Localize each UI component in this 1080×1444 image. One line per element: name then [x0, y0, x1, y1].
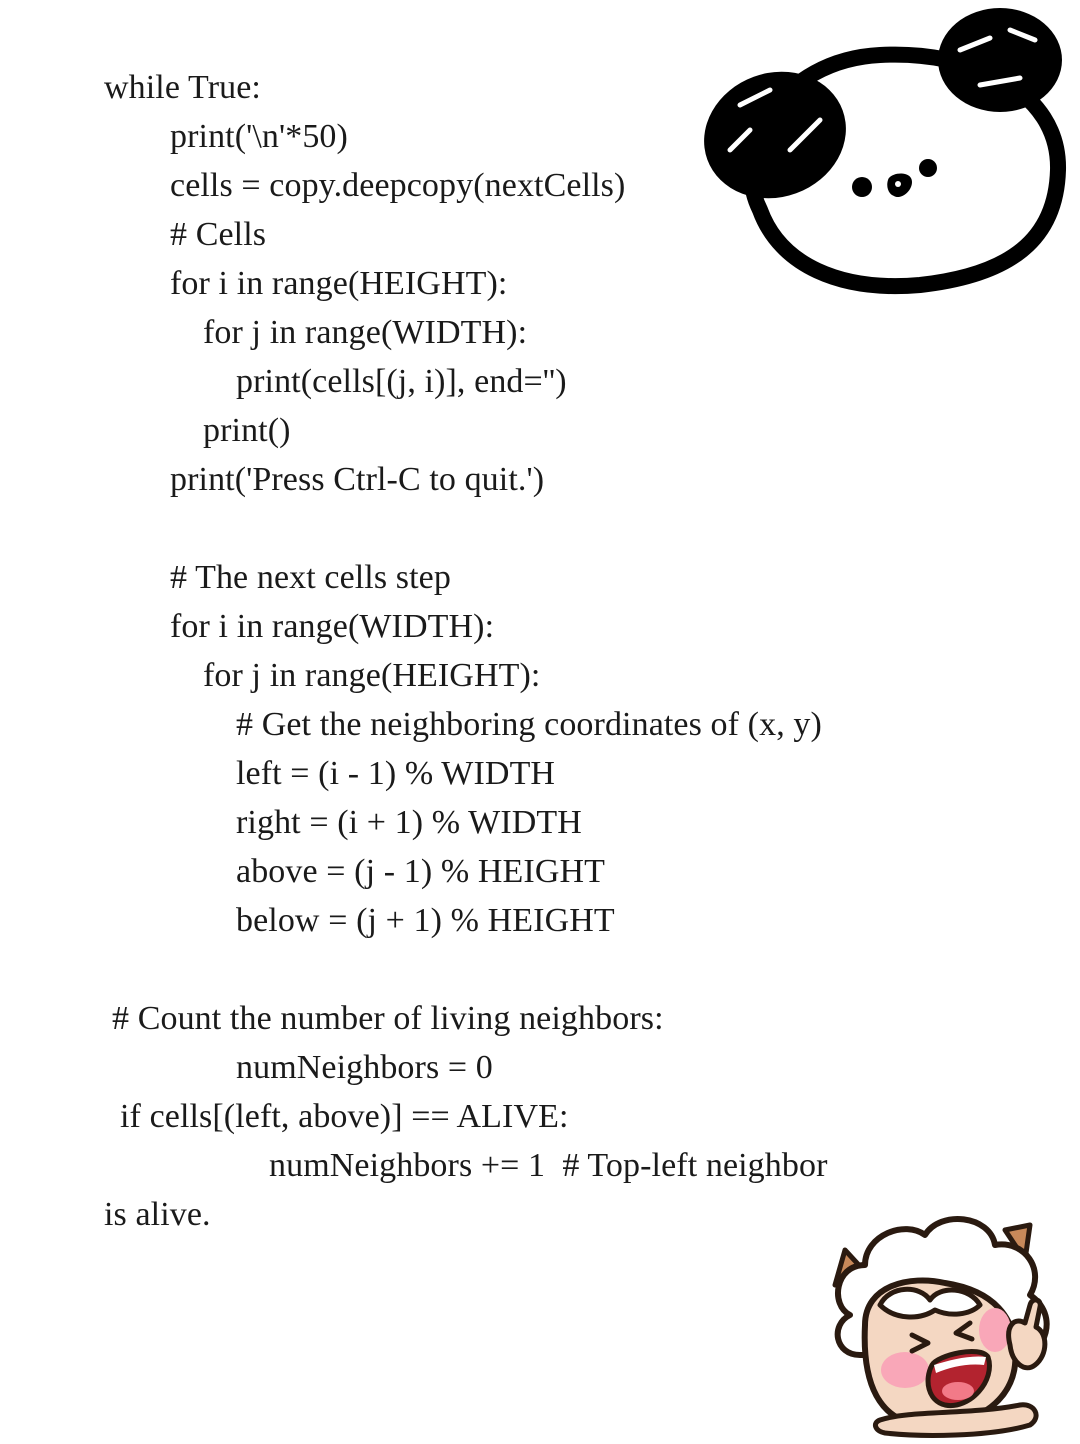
code-line: numNeighbors += 1 # Top-left neighbor — [269, 1147, 828, 1184]
code-line: # Cells — [170, 216, 267, 253]
code-line: print() — [203, 412, 291, 449]
code-line: print(cells[(j, i)], end='') — [236, 363, 567, 400]
code-line: while True: — [104, 69, 261, 106]
code-line: if cells[(left, above)] == ALIVE: — [120, 1098, 569, 1135]
code-line: for i in range(WIDTH): — [170, 608, 495, 645]
code-line: # The next cells step — [170, 559, 451, 596]
code-line: cells = copy.deepcopy(nextCells) — [170, 167, 626, 204]
code-line: for j in range(WIDTH): — [203, 314, 528, 351]
code-line: numNeighbors = 0 — [236, 1049, 493, 1086]
code-line: right = (i + 1) % WIDTH — [236, 804, 582, 841]
code-line: above = (j - 1) % HEIGHT — [236, 853, 606, 890]
code-line: for i in range(HEIGHT): — [170, 265, 508, 302]
sheep-cartoon-icon — [820, 1205, 1070, 1440]
code-line: is alive. — [104, 1196, 211, 1233]
code-line: print('\n'*50) — [170, 118, 348, 155]
code-line: print('Press Ctrl-C to quit.') — [170, 461, 545, 498]
code-line: below = (j + 1) % HEIGHT — [236, 902, 615, 939]
code-line: # Get the neighboring coordinates of (x, y) — [236, 706, 822, 743]
panda-face-icon — [690, 0, 1080, 300]
code-line: for j in range(HEIGHT): — [203, 657, 541, 694]
code-line: left = (i - 1) % WIDTH — [236, 755, 556, 792]
code-line: # Count the number of living neighbors: — [112, 1000, 664, 1037]
